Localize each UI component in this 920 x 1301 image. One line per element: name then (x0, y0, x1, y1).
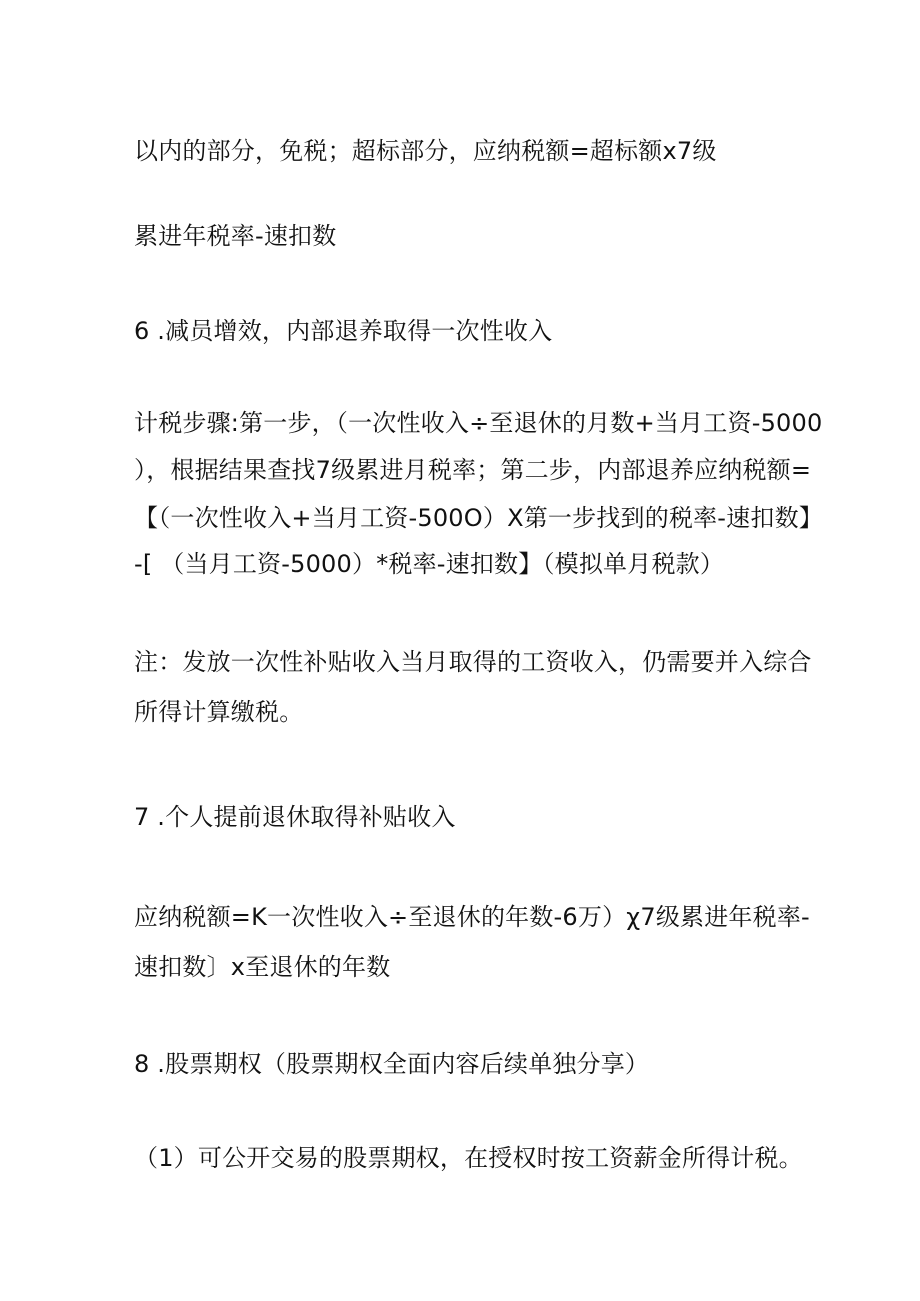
paragraph-calculation-steps-line-2: ），根据结果查找7级累进月税率；第二步，内部退养应纳税额= (134, 456, 812, 484)
paragraph-note-continued: 所得计算缴税。 (134, 698, 304, 726)
paragraph-early-retirement-formula-continued: 速扣数〕x至退休的年数 (134, 953, 391, 981)
section-heading-7: 7 .个人提前退休取得补贴收入 (134, 803, 456, 831)
paragraph-early-retirement-formula: 应纳税额=K一次性收入÷至退休的年数-6万）χ7级累进年税率- (134, 903, 810, 931)
section-heading-8: 8 .股票期权（股票期权全面内容后续单独分享） (134, 1050, 650, 1078)
paragraph-tax-exemption-rule-continued: 累进年税率-速扣数 (134, 222, 337, 250)
paragraph-stock-options-rule-1: （1）可公开交易的股票期权，在授权时按工资薪金所得计税。 (134, 1144, 803, 1172)
paragraph-calculation-steps-line-3: 【（一次性收入+当月工资-500O）X第一步找到的税率-速扣数】 (134, 504, 823, 532)
paragraph-tax-exemption-rule: 以内的部分，免税；超标部分，应纳税额=超标额x7级 (134, 137, 717, 165)
paragraph-calculation-steps: 计税步骤:第一步，（一次性收入÷至退休的月数+当月工资-5000 (134, 409, 823, 437)
paragraph-note: 注：发放一次性补贴收入当月取得的工资收入，仍需要并入综合 (134, 648, 812, 676)
section-heading-6: 6 .减员增效，内部退养取得一次性收入 (134, 317, 553, 345)
paragraph-calculation-steps-line-4: -[ （当月工资-5000）*税率-速扣数】（模拟单月税款） (134, 550, 725, 578)
